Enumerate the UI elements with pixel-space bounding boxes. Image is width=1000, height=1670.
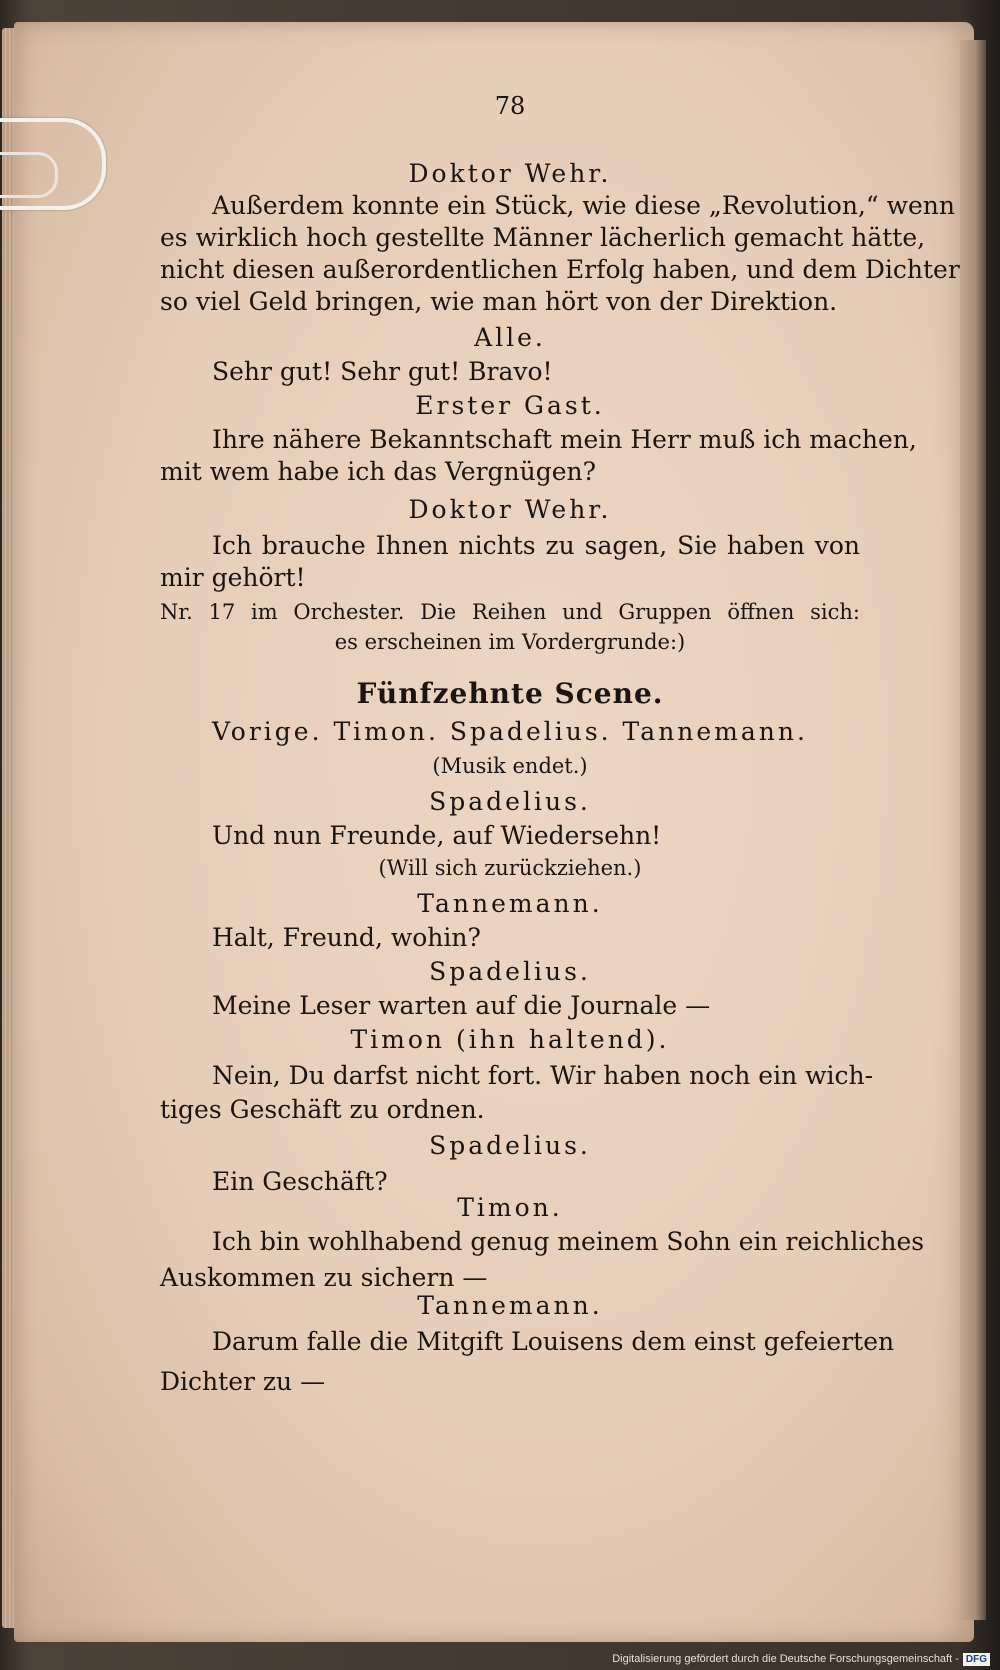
credit-text: Digitalisierung gefördert durch die Deutsche Forschungsgemeinschaft - xyxy=(612,1653,959,1665)
text-line: Ihre nähere Bekanntschaft mein Herr muß ich machen, xyxy=(212,425,917,454)
speaker-label: Tannemann. xyxy=(417,1291,603,1320)
text-line: tiges Geschäft zu ordnen. xyxy=(160,1095,485,1124)
stage-direction: es erscheinen im Vordergrunde:) xyxy=(334,630,686,654)
speaker-label: Alle. xyxy=(474,323,546,352)
text-line: Dichter zu — xyxy=(160,1367,326,1396)
text-line: Auskommen zu sichern — xyxy=(160,1263,488,1292)
speaker-label: Timon (ihn haltend). xyxy=(350,1025,670,1054)
text-line: Sehr gut! Sehr gut! Bravo! xyxy=(212,357,553,386)
speaker-label: Doktor Wehr. xyxy=(408,159,612,188)
page-number: 78 xyxy=(494,92,526,120)
text-line: Und nun Freunde, auf Wiedersehn! xyxy=(212,821,662,850)
text-line: es wirklich hoch gestellte Männer lächerlich gemacht hätte, xyxy=(160,223,926,252)
page-right-edge xyxy=(960,40,986,1620)
stage-direction: (Will sich zurückziehen.) xyxy=(378,856,642,880)
text-line: mir gehört! xyxy=(160,563,306,592)
text-line: so viel Geld bringen, wie man hört von der Direktion. xyxy=(160,287,838,316)
text-line: Außerdem konnte ein Stück, wie diese „Revolution,“ wenn xyxy=(212,191,956,220)
stage-direction: (Musik endet.) xyxy=(432,754,588,778)
text-line: Ich bin wohlhabend genug meinem Sohn ein reichliches xyxy=(212,1227,925,1256)
speaker-label: Spadelius. xyxy=(429,787,591,816)
speaker-label: Erster Gast. xyxy=(415,391,605,420)
speaker-label: Timon. xyxy=(457,1193,563,1222)
cast-list: Vorige. Timon. Spadelius. Tannemann. xyxy=(212,717,808,746)
text-line: mit wem habe ich das Vergnügen? xyxy=(160,457,597,486)
paper-clip-inner-icon xyxy=(0,152,58,198)
text-line: Nein, Du darfst nicht fort. Wir haben noch ein wich- xyxy=(212,1061,874,1090)
text-line: Ein Geschäft? xyxy=(212,1167,388,1196)
digitization-credit xyxy=(612,1651,990,1667)
dfg-logo: DFG xyxy=(963,1653,990,1666)
text-line: nicht diesen außerordentlichen Erfolg haben, und dem Dichter xyxy=(160,255,960,284)
text-line: Darum falle die Mitgift Louisens dem einst gefeierten xyxy=(212,1327,895,1356)
scene-heading: Fünfzehnte Scene. xyxy=(356,677,664,710)
speaker-label: Spadelius. xyxy=(429,957,591,986)
text-line: Ich brauche Ihnen nichts zu sagen, Sie haben von xyxy=(212,531,860,560)
speaker-label: Doktor Wehr. xyxy=(408,495,612,524)
text-line: Meine Leser warten auf die Journale — xyxy=(212,991,711,1020)
speaker-label: Tannemann. xyxy=(417,889,603,918)
speaker-label: Spadelius. xyxy=(429,1131,591,1160)
text-line: Halt, Freund, wohin? xyxy=(212,923,481,952)
stage-direction: Nr. 17 im Orchester. Die Reihen und Gruppen öffnen sich: xyxy=(160,600,860,624)
